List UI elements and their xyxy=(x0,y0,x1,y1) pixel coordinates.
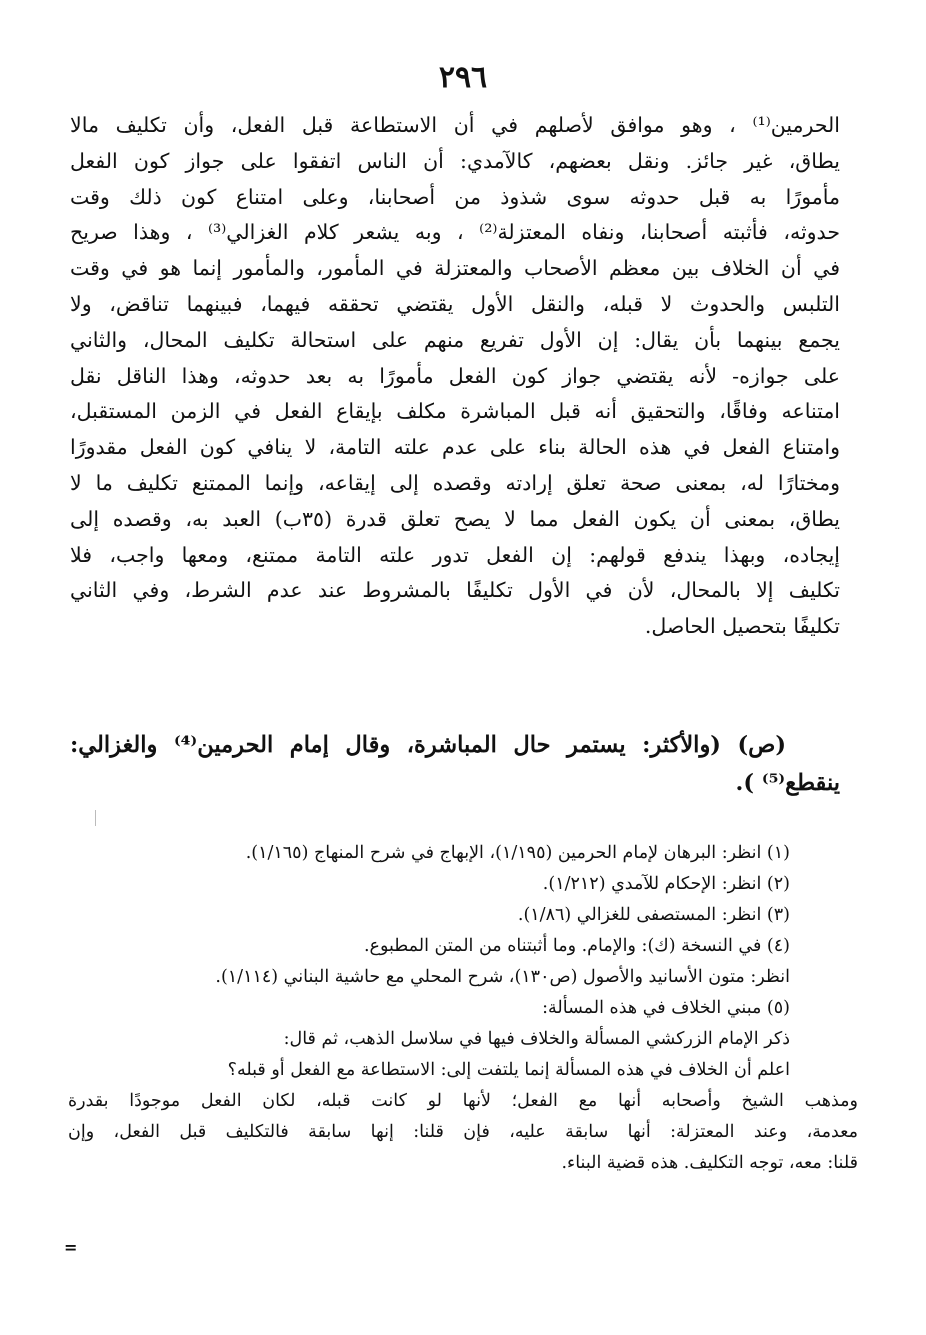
main-line: مأمورًا به قبل حدوثه سوى شذوذ من أصحابنا، وعلى امتناع كون ذلك وقت xyxy=(70,184,840,209)
continuation-mark: = xyxy=(64,1238,78,1257)
margin-tick xyxy=(95,810,96,826)
main-line: حدوثه، فأثبته أصحابنا، ونفاه المعتزلة⁽²⁾ ، وبه يشعر كلام الغزالي⁽³⁾ ، وهذا صريح xyxy=(70,220,840,245)
footnote-5-line: اعلم أن الخلاف في هذه المسألة إنما يلتفت إلى: الاستطاعة مع الفعل أو قبله؟ xyxy=(227,1060,790,1080)
matn-statement xyxy=(70,726,840,802)
footnote-5: (٥) مبني الخلاف في هذه المسألة: xyxy=(542,998,790,1018)
footnote-5-line: ذكر الإمام الزركشي المسألة والخلاف فيها في سلاسل الذهب، ثم قال: xyxy=(283,1029,790,1049)
matn-line: ينقطع⁽⁵⁾ ). xyxy=(735,770,840,796)
main-line: تكليف إلا بالمحال، لأن في الأول تكليفًا بالمشروط عند عدم الشرط، وفي الثاني xyxy=(70,578,840,603)
main-line: تكليفًا بتحصيل الحاصل. xyxy=(644,614,840,639)
main-line: ومختارًا له، بمعنى صحة تعلق إرادته وقصده إلى إيقاعه، وإنما الممتنع تكليف ما لا xyxy=(70,470,840,495)
main-line: التلبس والحدوث لا قبله، والنقل الأول يقتضي تحققه فيهما، فبينهما تناقض، ولا xyxy=(70,291,840,316)
footnote-1: (١) انظر: البرهان لإمام الحرمين (١/١٩٥)، الإبهاج في شرح المنهاج (١/١٦٥). xyxy=(245,843,790,863)
main-line: على جوازه- لأنه يقتضي جواز كون الفعل مأمورًا به بعد حدوثه، وهذا الناقل نقل xyxy=(70,363,840,388)
main-line: يجمع بينهما بأن يقال: إن الأول تفريع منهم على استحالة تكليف المحال، والثاني xyxy=(70,327,840,352)
footnote-5-line: ومذهب الشيخ وأصحابه أنها مع الفعل؛ لأنها لو كانت قبله، لكان الفعل موجودًا بقدرة xyxy=(68,1091,858,1111)
footnotes xyxy=(68,838,858,1179)
main-line: الحرمين⁽¹⁾ ، وهو موافق لأصلهم في أن الاستطاعة قبل الفعل، وأن تكليف مالا xyxy=(70,113,840,137)
main-text-body xyxy=(70,108,840,645)
footnote-5-line: قلنا: معه، توجه التكليف. هذه قضية البناء. xyxy=(561,1153,858,1173)
main-line: في أن الخلاف بين معظم الأصحاب والمعتزلة في المأمور، والمأمور إنما هو في وقت xyxy=(70,256,840,281)
main-line: إيجاده، وبهذا يندفع قولهم: إن الفعل تدور علته التامة ممتنع، ومعها واجب، فلا xyxy=(70,542,840,567)
footnote-4-continued: انظر: متون الأسانيد والأصول (ص١٣٠)، شرح المحلي مع حاشية البناني (١/١١٤). xyxy=(215,967,790,987)
footnote-5-line: معدمة، وعند المعتزلة: أنها سابقة عليه، فإن قلنا: إنها سابقة فالتكليف قبل الفعل، وإن xyxy=(68,1122,858,1142)
main-line: يطاق، بمعنى أن يكون الفعل مما لا يصح تعلق قدرة (٣٥ب) العبد به، وقصده إلى xyxy=(70,506,840,531)
page-number: ٢٩٦ xyxy=(438,60,488,95)
footnote-3: (٣) انظر: المستصفى للغزالي (١/٨٦). xyxy=(517,905,790,925)
matn-line: (ص) (والأكثر: يستمر حال المباشرة، وقال إمام الحرمين⁽⁴⁾ والغزالي: xyxy=(70,732,786,758)
main-line: امتناعه وفاقًا، والتحقيق أنه قبل المباشرة مكلف بإيقاع الفعل في الزمن المستقبل، xyxy=(70,399,840,424)
footnote-2: (٢) انظر: الإحكام للآمدي (١/٢١٢). xyxy=(542,874,790,894)
main-line: وامتناع الفعل في هذه الحالة بناء على عدم علته التامة، لا ينافي كون الفعل مقدورًا xyxy=(70,435,840,460)
main-line: يطاق، غير جائز. ونقل بعضهم، كالآمدي: أن الناس اتفقوا على جواز كون الفعل xyxy=(70,148,840,173)
footnote-4: (٤) في النسخة (ك): والإمام. وما أثبتناه من المتن المطبوع. xyxy=(363,936,790,956)
